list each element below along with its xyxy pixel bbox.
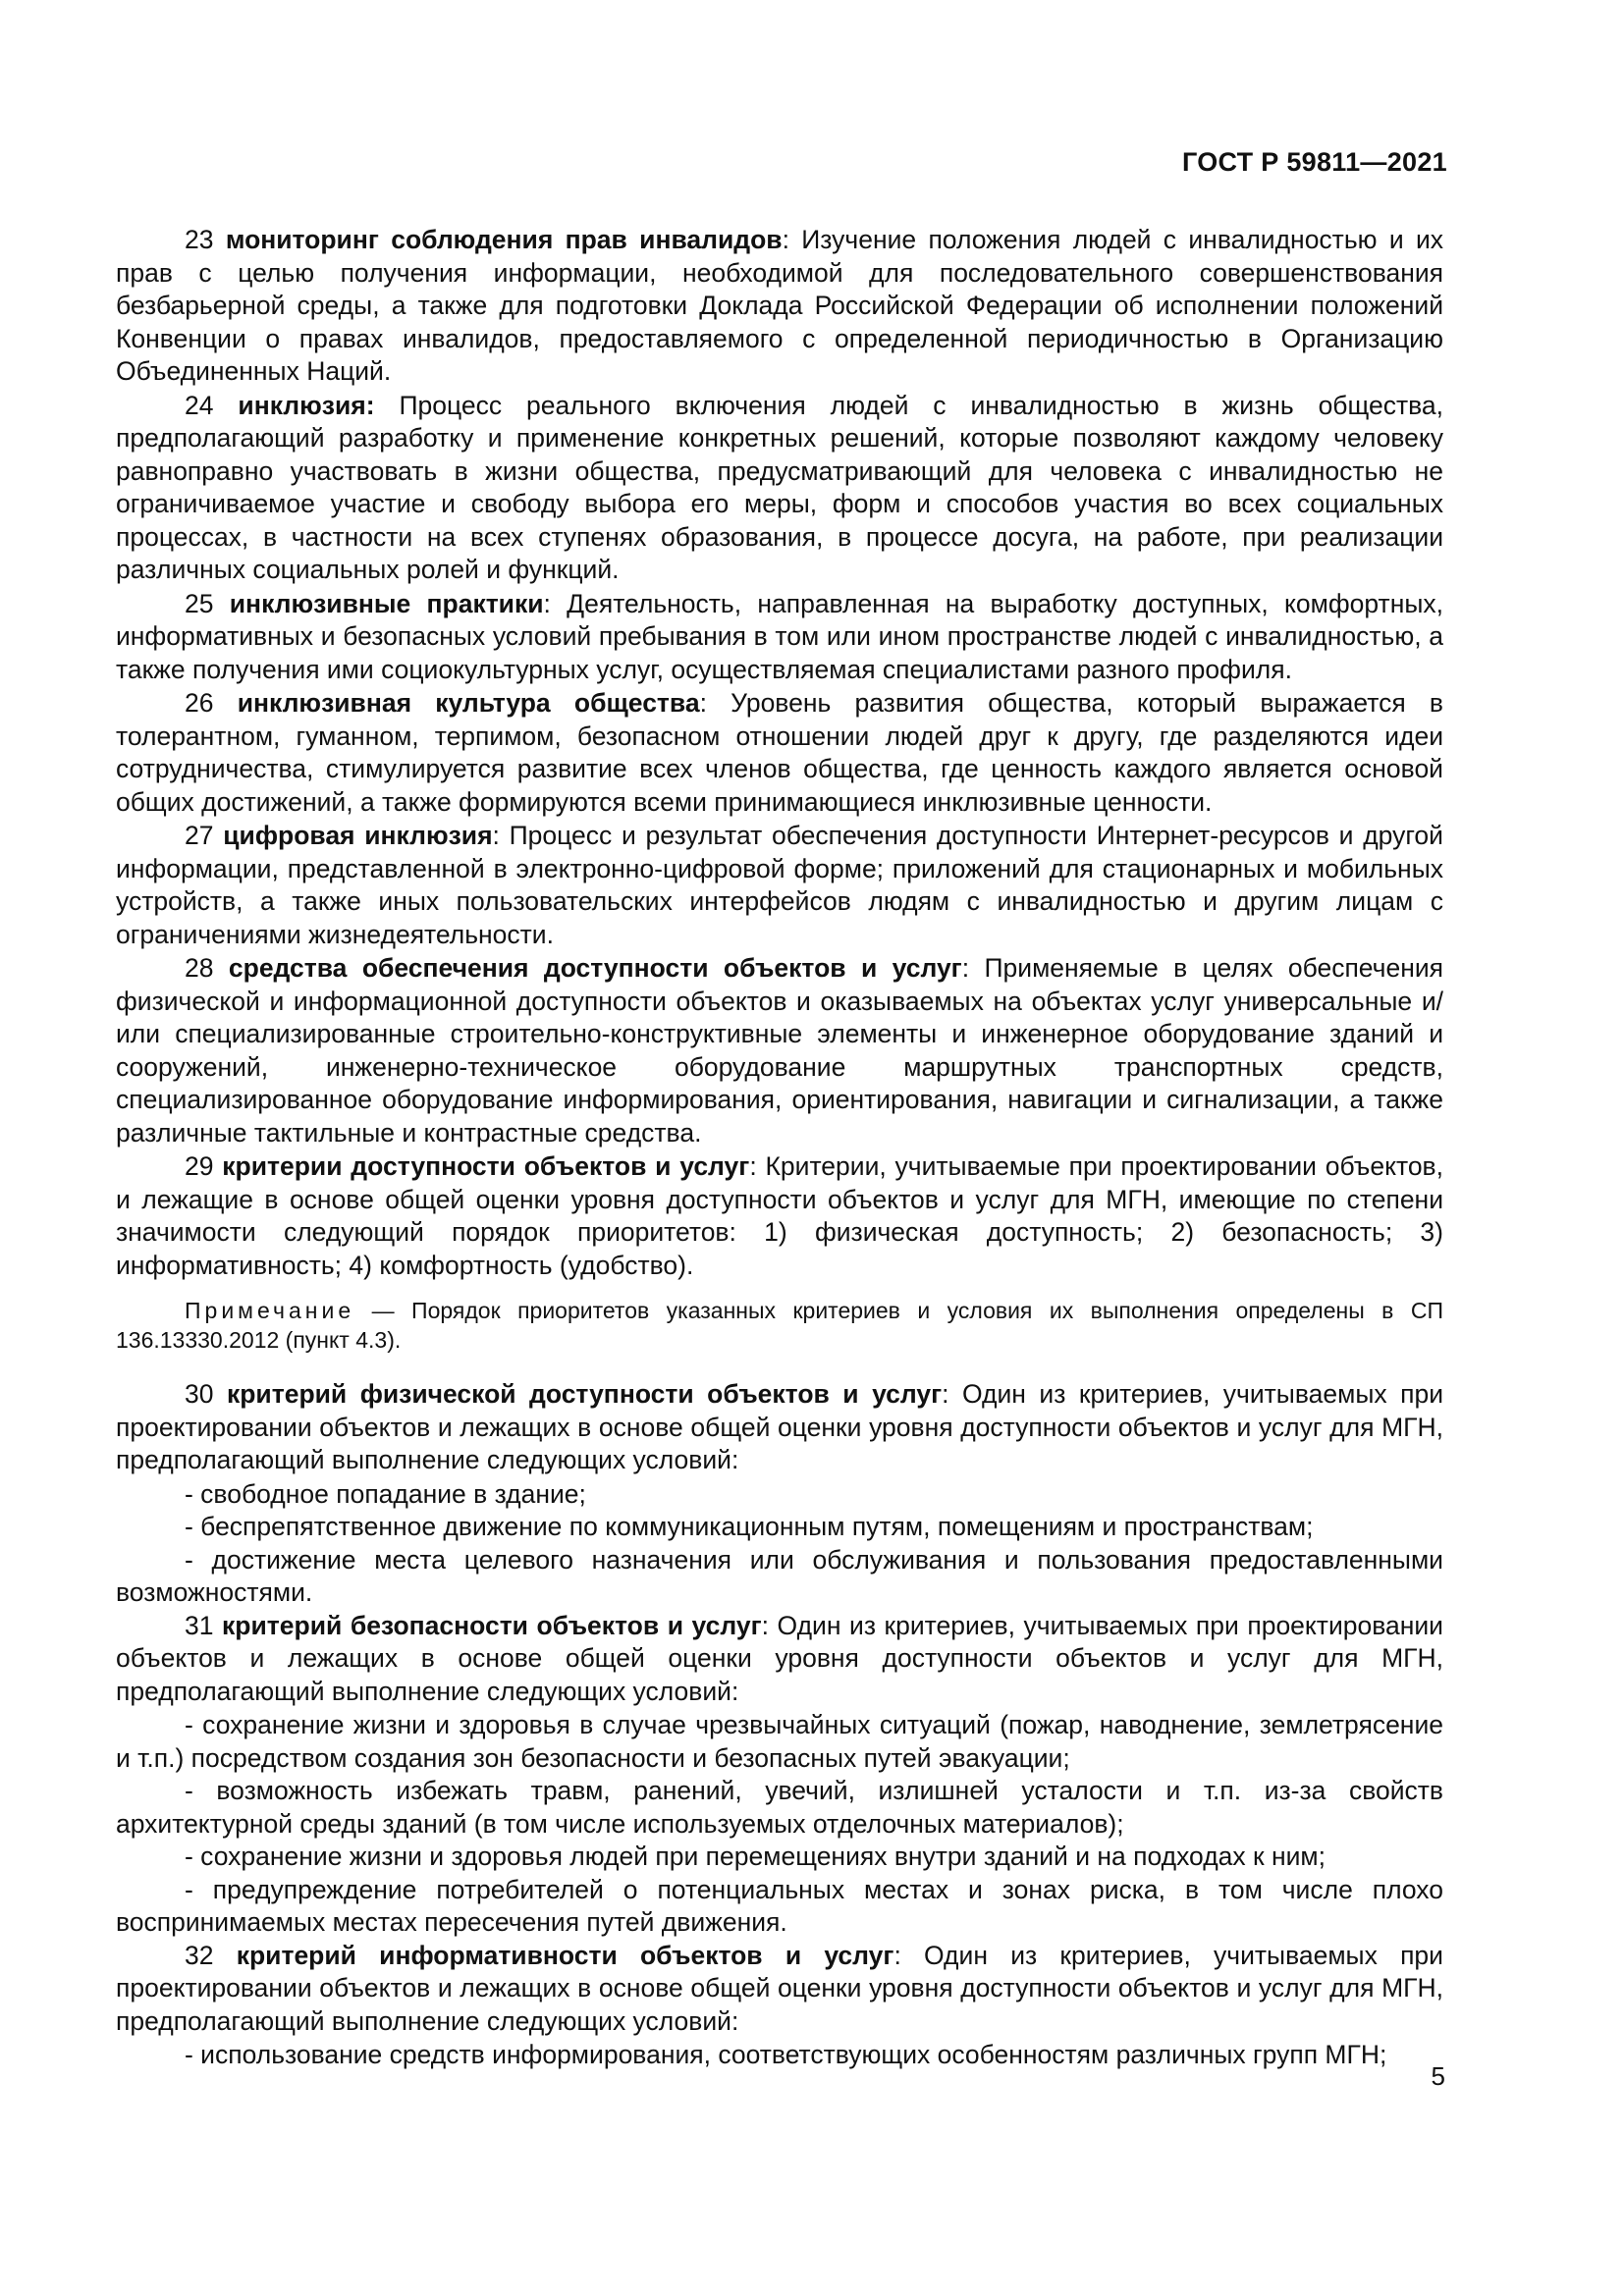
term-24 [116,390,1443,587]
note [116,1296,1443,1355]
term-27 [116,820,1443,951]
page-number: 5 [1431,2061,1445,2091]
term-number: 23 [185,225,214,254]
list-item: - сохранение жизни и здоровья людей при перемещениях внутри зданий и на подходах к ним; [185,1842,1326,1871]
list-item: - свободное попадание в здание; [185,1478,586,1509]
list-item: - предупреждение потребителей о потенциальных местах и зонах риска, в том числе плохо воспринимаемых местах пересечения путей движения. [116,1874,1443,1937]
term-definition: : Один из критериев, учитываемых при проектировании объектов и лежащих в основе общей оценки уровня доступности объектов и услуг для МГН, предполагающий выполнение следующих условий: [116,1379,1443,1474]
term-definition: Процесс реального включения людей с инвалидностью в жизнь общества, предполагающий разработку и применение конкретных решений, которые позволяют каждому человеку равноправно участвовать в жизни общества, предусматривающий для человека с инвалидностью не ограничиваемое участие и свободу выбора его меры, форм и способов участия во всех социальных процессах, в частности на всех ступенях образования, в процессе досуга, на работе, при реализации различных социальных ролей и функций. [116,390,1443,584]
term-definition: : Критерии, учитываемые при проектировании объектов, и лежащие в основе общей оценки уровня доступности объектов и услуг для МГН, имеющие по степени значимости следующий порядок приоритетов: 1) физическая доступность; 2) безопасность; 3) информативность; 4) комфортность (удобство). [116,1151,1443,1280]
term-definition: : Уровень развития общества, который выражается в толерантном, гуманном, терпимом, безопасном отношении людей друг к другу, где разделяются идеи сотрудничества, стимулируется развитие всех членов общества, где ценность каждого является основой общих достижений, а также формируются всеми принимающиеся инклюзивные ценности. [116,688,1443,817]
term-title: критерий безопасности объектов и услуг [222,1610,762,1640]
list-item: - сохранение жизни и здоровья в случае чрезвычайных ситуаций (пожар, наводнение, землетрясение и т.п.) посредством создания зон безопасности и безопасных путей эвакуации; [116,1710,1443,1773]
term-title: инклюзивная культура общества [237,688,700,718]
term-29 [116,1150,1443,1282]
term-30 [116,1378,1443,1477]
term-definition: : Применяемые в целях обеспечения физической и информационной доступности объектов и оказываемых на объектах услуг универсальные и/или специализированные строительно-конструктивные элементы и инженерное оборудование зданий и сооружений, инженерно-техническое оборудование маршрутных транспортных средств, специализированное оборудование информирования, ориентирования, навигации и сигнализации, а также различные тактильные и контрастные средства. [116,953,1443,1148]
list-item: - беспрепятственное движение по коммуникационным путям, помещениям и пространствам; [185,1512,1314,1541]
term-number: 31 [185,1610,214,1640]
term-number: 25 [185,588,214,618]
list-item: - достижение места целевого назначения или обслуживания и пользования предоставленными возможностями. [116,1544,1443,1607]
term-title: критерий информативности объектов и услуг [236,1940,894,1970]
term-title: критерии доступности объектов и услуг [222,1151,750,1181]
term-32 [116,1940,1443,2039]
term-number: 28 [185,953,214,983]
term-number: 30 [185,1379,214,1409]
list-item: - использование средств информирования, соответствующих особенностям различных групп МГН; [185,2040,1387,2069]
term-title: мониторинг соблюдения прав инвалидов [225,225,783,254]
note-label: Примечание [185,1298,355,1323]
list-item: - возможность избежать травм, ранений, увечий, излишней усталости и т.п. из-за свойств архитектурной среды зданий (в том числе используемых отделочных материалов); [116,1776,1443,1839]
term-26 [116,687,1443,819]
term-number: 32 [185,1940,214,1970]
term-definition: : Изучение положения людей с инвалидностью и их прав с целью получения информации, необходимой для последовательного совершенствования безбарьерной среды, а также для подготовки Доклада Российской Федерации об исполнении положений Конвенции о правах инвалидов, предоставляемого с определенной периодичностью в Организацию Объединенных Наций. [116,225,1444,386]
page-content [116,224,1443,2072]
note-text: — Порядок приоритетов указанных критериев и условия их выполнения определены в СП 136.13330.2012 (пункт 4.3). [116,1298,1443,1353]
term-25 [116,588,1443,687]
term-title: критерий физической доступности объектов и услуг [226,1379,943,1409]
term-title: инклюзивные практики [229,588,544,618]
term-23 [116,224,1443,389]
term-title: инклюзия: [238,390,375,420]
term-definition: : Деятельность, направленная на выработку доступных, комфортных, информативных и безопасных условий пребывания в том или ином пространстве людей с инвалидностью, а также получения ими социокультурных услуг, осуществляемая специалистами разного профиля. [116,588,1443,684]
term-definition: : Один из критериев, учитываемых при проектировании объектов и лежащих в основе общей оценки уровня доступности объектов и услуг для МГН, предполагающий выполнение следующих условий: [116,1610,1443,1706]
term-number: 26 [185,688,214,718]
term-definition: : Процесс и результат обеспечения доступности Интернет-ресурсов и другой информации, представленной в электронно-цифровой форме; приложений для стационарных и мобильных устройств, а также иных пользовательских интерфейсов людям с инвалидностью и другим лицам с ограничениями жизнедеятельности. [116,821,1443,949]
term-28 [116,952,1443,1149]
term-number: 29 [185,1151,214,1181]
term-31 [116,1610,1443,1709]
term-title: цифровая инклюзия [223,821,493,850]
term-title: средства обеспечения доступности объектов и услуг [228,953,962,983]
term-number: 27 [185,821,214,850]
term-definition: : Один из критериев, учитываемых при проектировании объектов и лежащих в основе общей оценки уровня доступности объектов и услуг для МГН, предполагающий выполнение следующих условий: [116,1940,1443,2036]
term-number: 24 [185,390,214,420]
standard-designation: ГОСТ Р 59811—2021 [1181,147,1447,177]
